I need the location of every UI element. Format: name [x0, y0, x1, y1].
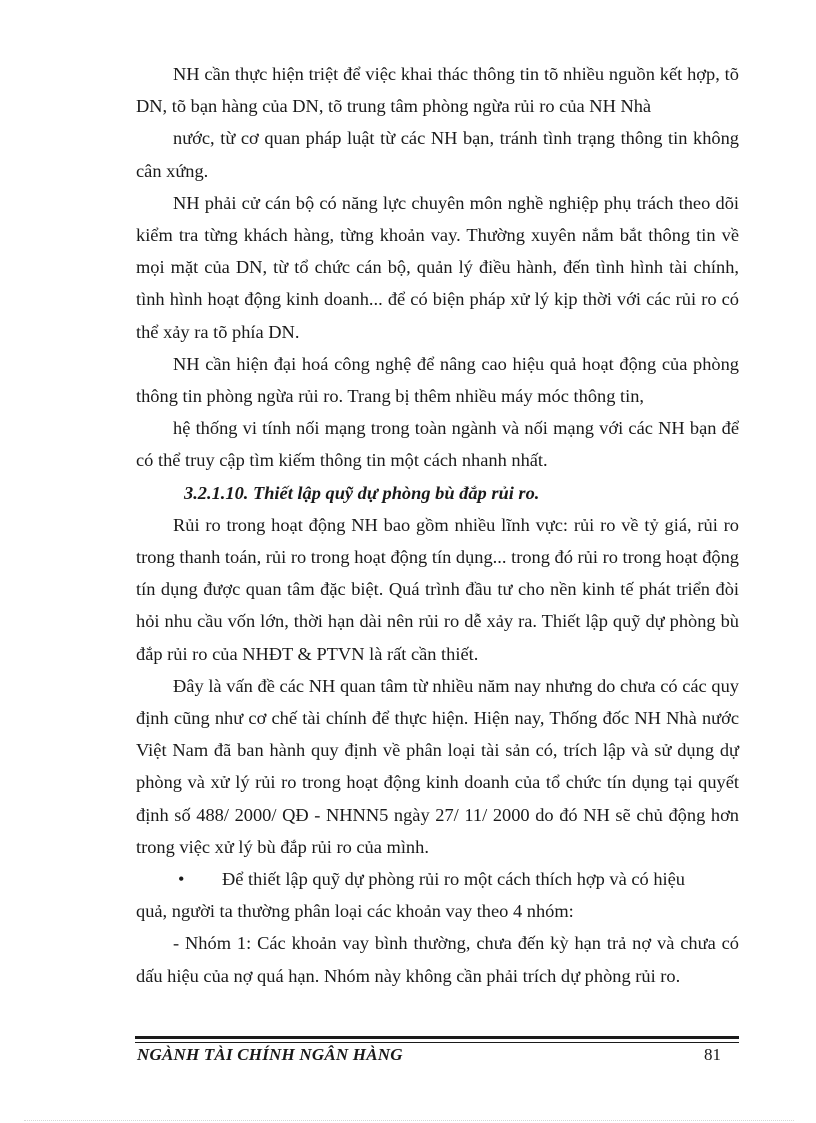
document-body [136, 58, 739, 992]
page-edge-divider [24, 1120, 794, 1121]
bullet-icon: • [178, 869, 185, 890]
bullet-text: Để thiết lập quỹ dự phòng rủi ro một cách thích hợp và có hiệu [222, 869, 685, 890]
section-heading: 3.2.1.10. Thiết lập quỹ dự phòng bù đắp rủi ro. [184, 482, 540, 503]
paragraph-regulation: Đây là vấn đề các NH quan tâm từ nhiều năm nay nhưng do chưa có các quy định cũng như cơ chế tài chính để thực hiện. Hiện nay, Thống đốc NH Nhà nước Việt Nam đã ban hành quy định về phân loại tài sản có, trích lập và sử dụng dự phòng và xử lý rủi ro trong hoạt động kinh doanh của tổ chức tín dụng tại quyết định số 488/ 2000/ QĐ - NHNN5 ngày 27/ 11/ 2000 do đó NH sẽ chủ động hơn trong việc xử lý bù đắp rủi ro của mình. [136, 675, 739, 857]
paragraph-technology: NH cần hiện đại hoá công nghệ để nâng cao hiệu quả hoạt động của phòng thông tin phòng ngừa rủi ro. Trang bị thêm nhiều máy móc thông tin, [136, 353, 739, 407]
bullet-text-cont: quả, người ta thường phân loại các khoản vay theo 4 nhóm: [136, 901, 574, 922]
footer-divider [135, 1036, 739, 1043]
paragraph-technology-cont: hệ thống vi tính nối mạng trong toàn ngành và nối mạng với các NH bạn để có thể truy cập tìm kiếm thông tin một cách nhanh nhất. [136, 418, 739, 471]
paragraph-risk-areas: Rủi ro trong hoạt động NH bao gồm nhiều lĩnh vực: rủi ro về tỷ giá, rủi ro trong thanh toán, rủi ro trong hoạt động tín dụng... trong đó rủi ro trong hoạt động tín dụng được quan tâm đặc biệt. Quá trình đầu tư cho nền kinh tế phát triển đòi hỏi nhu cầu vốn lớn, thời hạn dài nên rủi ro dễ xảy ra. Thiết lập quỹ dự phòng bù đắp rủi ro của NHĐT & PTVN là rất cần thiết. [136, 514, 739, 664]
paragraph-info-sources: NH cần thực hiện triệt để việc khai thác thông tin tõ nhiều nguồn kết hợp, tõ DN, tõ bạn hàng của DN, tõ trung tâm phòng ngừa rủi ro của NH Nhà [136, 64, 739, 117]
page-number: 81 [704, 1045, 721, 1064]
paragraph-info-sources-cont: nước, từ cơ quan pháp luật từ các NH bạn, tránh tình trạng thông tin không cân xứng. [136, 128, 739, 181]
footer-title: NGÀNH TÀI CHÍNH NGÂN HÀNG [137, 1045, 403, 1064]
bullet-item [136, 863, 739, 895]
paragraph-staff-monitoring: NH phải cử cán bộ có năng lực chuyên môn nghề nghiệp phụ trách theo dõi kiểm tra từng khách hàng, từng khoản vay. Thường xuyên nắm bắt thông tin về mọi mặt của DN, từ tổ chức cán bộ, quản lý điều hành, đến tình hình tài chính, tình hình hoạt động kinh doanh... để có biện pháp xử lý kịp thời với các rủi ro có thể xảy ra tõ phía DN. [136, 192, 739, 342]
paragraph-group-1: - Nhóm 1: Các khoản vay bình thường, chưa đến kỳ hạn trả nợ và chưa có dấu hiệu của nợ quá hạn. Nhóm này không cần phải trích dự phòng rủi ro. [136, 933, 739, 986]
